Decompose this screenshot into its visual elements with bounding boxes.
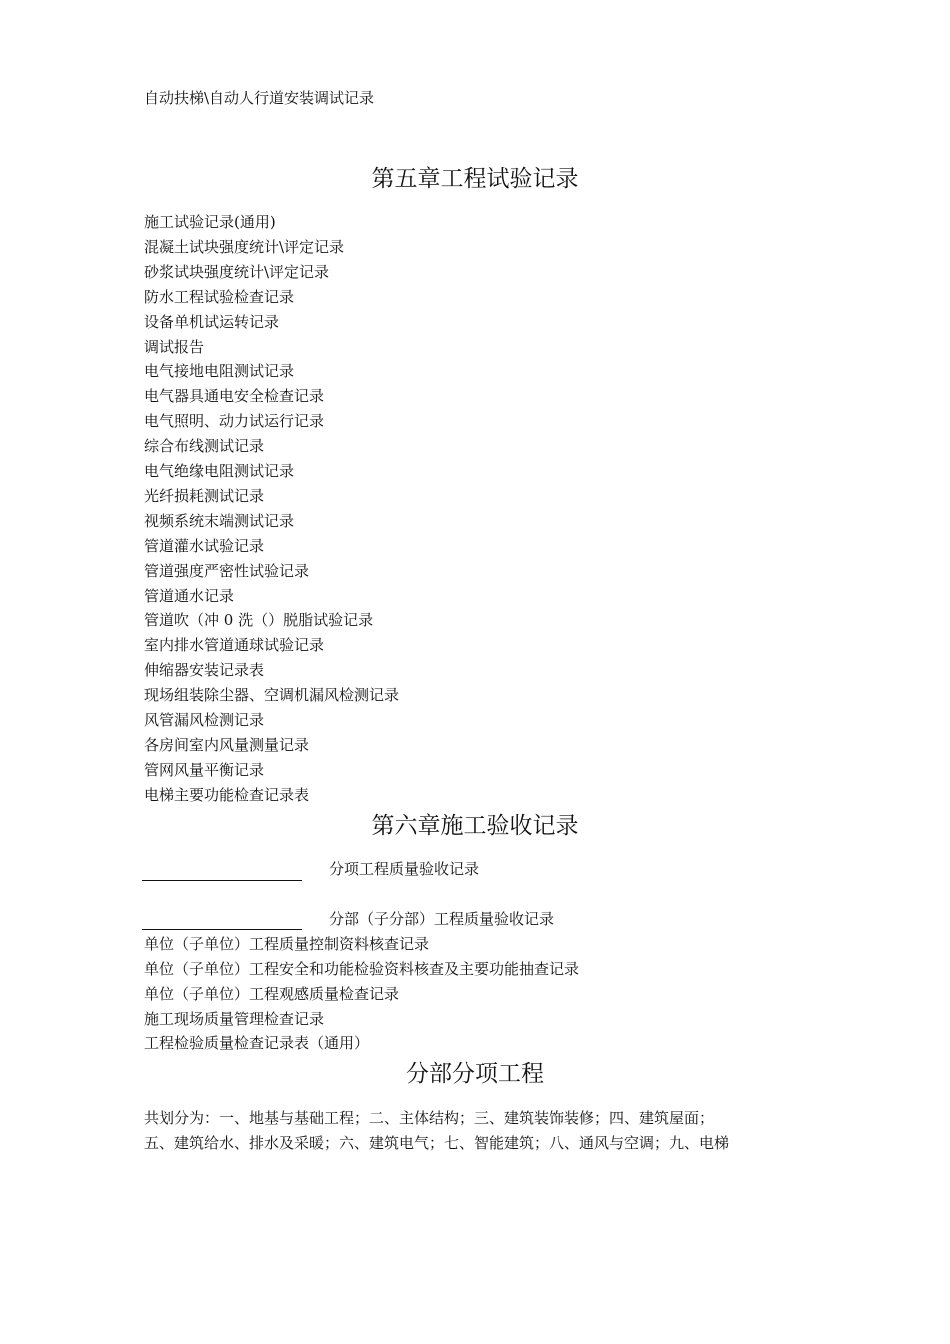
chapter6-title: 第六章施工验收记录 (371, 813, 579, 839)
list-item: 视频系统末端测试记录 (144, 512, 295, 530)
list-item: 混凝土试块强度统计\评定记录 (144, 238, 345, 256)
chapter5-title: 第五章工程试验记录 (371, 166, 579, 192)
list-item: 管道强度严密性试验记录 (144, 562, 310, 580)
list-item: 管网风量平衡记录 (144, 761, 265, 779)
list-item: 设备单机试运转记录 (144, 313, 280, 331)
paragraph-line: 五、建筑给水、排水及采暖；六、建筑电气；七、智能建筑；八、通风与空调；九、电梯 (144, 1134, 730, 1152)
list-item: 电气器具通电安全检查记录 (144, 387, 325, 405)
list-item: 分项工程质量验收记录 (329, 860, 480, 878)
list-item: 单位（子单位）工程观感质量检查记录 (144, 985, 400, 1003)
list-item: 风管漏风检测记录 (144, 711, 265, 729)
list-item: 电气绝缘电阻测试记录 (144, 462, 295, 480)
list-item: 管道通水记录 (144, 587, 235, 605)
list-item: 光纤损耗测试记录 (144, 487, 265, 505)
list-item: 工程检验质量检查记录表（通用） (144, 1034, 370, 1052)
list-item: 砂浆试块强度统计\评定记录 (144, 263, 330, 281)
paragraph-line: 共划分为：一、地基与基础工程；二、主体结构；三、建筑装饰装修；四、建筑屋面； (144, 1109, 715, 1127)
fill-in-blank-line (142, 880, 302, 881)
section-title: 分部分项工程 (406, 1061, 544, 1087)
list-item: 管道吹（冲 0 洗（）脱脂试验记录 (144, 611, 374, 629)
list-item: 分部（子分部）工程质量验收记录 (329, 910, 555, 928)
top-line-item: 自动扶梯\自动人行道安装调试记录 (144, 89, 375, 107)
list-item: 调试报告 (144, 338, 205, 356)
list-item: 电梯主要功能检查记录表 (144, 786, 310, 804)
list-item: 单位（子单位）工程安全和功能检验资料核查及主要功能抽查记录 (144, 960, 580, 978)
list-item: 电气照明、动力试运行记录 (144, 412, 325, 430)
list-item: 电气接地电阻测试记录 (144, 362, 295, 380)
list-item: 综合布线测试记录 (144, 437, 265, 455)
list-item: 施工现场质量管理检查记录 (144, 1010, 325, 1028)
list-item: 现场组装除尘器、空调机漏风检测记录 (144, 686, 400, 704)
list-item: 单位（子单位）工程质量控制资料核查记录 (144, 935, 430, 953)
list-item: 各房间室内风量测量记录 (144, 736, 310, 754)
list-item: 防水工程试验检查记录 (144, 288, 295, 306)
list-item: 施工试验记录(通用) (144, 213, 276, 231)
fill-in-blank-line (142, 929, 302, 930)
list-item: 管道灌水试验记录 (144, 537, 265, 555)
list-item: 伸缩器安装记录表 (144, 661, 265, 679)
list-item: 室内排水管道通球试验记录 (144, 636, 325, 654)
